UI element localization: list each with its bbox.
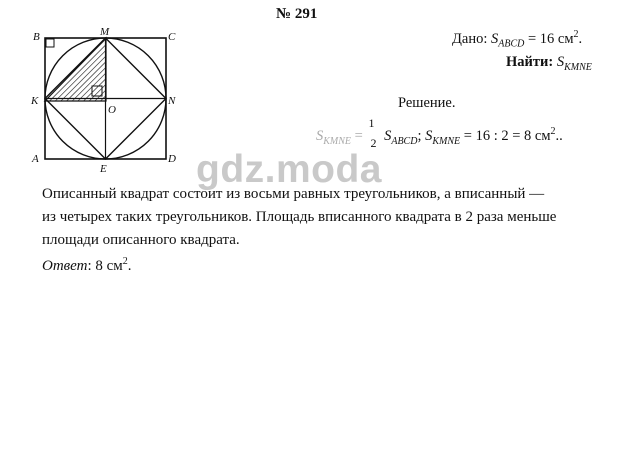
find-s: S xyxy=(556,54,565,70)
solution-formula xyxy=(316,116,563,150)
given-s: S xyxy=(491,30,499,47)
given-sub: ABCD xyxy=(498,38,525,50)
solution-s1: S xyxy=(316,128,324,144)
given-label: Дано: xyxy=(452,30,488,47)
label-m: M xyxy=(100,26,110,38)
watermark: gdz.moda xyxy=(196,148,382,191)
explanation-line-2: из четырех таких треугольников. Площадь вписанного квадрата в 2 раза меньше xyxy=(42,209,557,225)
solution-heading: Решение. xyxy=(398,95,456,111)
solution-sub1: KMNE xyxy=(323,135,352,147)
label-d: D xyxy=(168,153,176,165)
solution-sub2: ABCD xyxy=(391,135,418,147)
given-value: = 16 см xyxy=(527,30,574,47)
label-c: C xyxy=(168,31,176,43)
solution-s2: S xyxy=(384,128,392,144)
find-line xyxy=(506,54,592,73)
given-exp: 2 xyxy=(573,29,579,40)
explanation-line-3: площади описанного квадрата. xyxy=(42,232,240,248)
solution-dots: .. xyxy=(555,128,563,144)
answer-line xyxy=(42,256,132,275)
find-sub: KMNE xyxy=(564,61,592,73)
right-angle-mark-b xyxy=(46,39,54,47)
problem-number: № 291 xyxy=(276,6,318,22)
fraction-one-half xyxy=(366,116,380,150)
solution-eq: = xyxy=(354,128,363,144)
label-b: B xyxy=(33,31,40,43)
fraction-denominator: 2 xyxy=(370,136,377,150)
solution-s3: S xyxy=(425,128,433,144)
solution-sep: ; xyxy=(417,128,422,144)
answer-value: 8 см xyxy=(95,258,123,274)
solution-sub3: KMNE xyxy=(432,135,461,147)
answer-colon: : xyxy=(87,258,92,274)
answer-label: Ответ xyxy=(42,258,88,274)
geometry-figure xyxy=(28,26,178,174)
fraction-numerator: 1 xyxy=(368,116,375,130)
find-label: Найти: xyxy=(506,54,554,70)
given-dot: . xyxy=(578,30,583,47)
label-e: E xyxy=(100,163,107,174)
answer-exp: 2 xyxy=(122,256,128,267)
label-o: O xyxy=(108,104,116,116)
solution-exp: 2 xyxy=(550,126,556,138)
label-k: K xyxy=(31,95,39,107)
label-a: A xyxy=(32,153,39,165)
answer-dot: . xyxy=(127,258,132,274)
label-n: N xyxy=(168,95,176,107)
explanation-line-1: Описанный квадрат состоит из восьми равных треугольников, а вписанный — xyxy=(42,186,545,202)
given-line xyxy=(452,29,582,50)
solution-calc: = 16 : 2 = 8 см xyxy=(463,128,551,144)
